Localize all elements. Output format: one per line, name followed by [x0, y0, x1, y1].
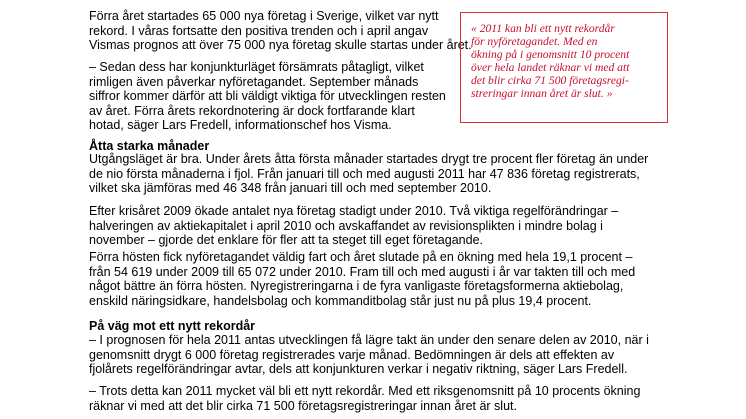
intro-paragraph-1 — [89, 9, 472, 53]
section1-paragraph-2 — [89, 204, 618, 248]
text-line: enskild näringsidkare, handelsbolag och kommanditbolag står just nu på plus 19,4 procent. — [89, 293, 592, 308]
text-line: – Sedan dess har konjunkturläget försämrats påtagligt, vilket — [89, 60, 424, 74]
text-line: rimligen även påverkar nyföretagandet. September månads — [89, 74, 419, 89]
quote-line: det blir cirka 71 500 företagsregi- — [471, 73, 629, 87]
text-line: november – gjorde det enklare för fler att ta steget till eget företagande. — [89, 233, 483, 248]
text-line: halveringen av aktiekapitalet i april 2010 och avskaffandet av revisionsplikten i mindre bolag i — [89, 218, 603, 233]
text-line: rekord. I våras fortsatte den positiva trenden och i april angav — [89, 23, 429, 38]
section2-paragraph-2 — [89, 384, 640, 413]
text-line: – Trots detta kan 2011 mycket väl bli ett nytt rekordår. Med ett riksgenomsnitt på 10 procents ökning — [89, 384, 641, 398]
section1-paragraph-1 — [89, 152, 648, 196]
text-line: Förra hösten fick nyföretagandet väldig fart och året slutade på en ökning med hela 19,1 procent – — [89, 250, 633, 264]
section-heading-atta-starka-manader: Åtta starka månader — [89, 139, 210, 153]
text-line: av året. Förra årets rekordnotering är dock fortfarande klart — [89, 103, 415, 118]
quote-line: över hela landet räknar vi med att — [471, 60, 630, 74]
text-line: Förra året startades 65 000 nya företag i Sverige, vilket var nytt — [89, 9, 439, 23]
text-line: de nio första månaderna i fjol. Från januari till och med augusti 2011 har 47 836 företag registrerats, — [89, 166, 640, 181]
text-line: Efter krisåret 2009 ökade antalet nya företag stadigt under 2010. Två viktiga regelförändringar – — [89, 204, 619, 218]
section2-paragraph-1 — [89, 333, 649, 377]
text-line: fjolårets regelförändringar avtar, dels att konjunkturen verkar i negativ riktning, säger Lars Fredell. — [89, 362, 628, 377]
text-line: hotad, säger Lars Fredell, informationschef hos Visma. — [89, 118, 392, 133]
text-line: – I prognosen för hela 2011 antas utvecklingen få lägre takt än under den senare delen av 2010, när i — [89, 333, 649, 347]
text-line: något bättre än förra hösten. Nyregistreringarna i de fyra vanligaste företagsformerna aktiebolag, — [89, 279, 624, 294]
section-heading-pa-vag-mot-ett-nytt-rekordar: På väg mot ett nytt rekordår — [89, 319, 256, 333]
quote-line: för nyföretagandet. Med en — [471, 34, 598, 48]
text-line: Utgångsläget är bra. Under årets åtta första månader startades drygt tre procent fler företag än under — [89, 152, 649, 166]
quote-line: ökning på i genomsnitt 10 procent — [471, 47, 630, 61]
text-line: siffror kommer därför att bli väldigt viktiga för utvecklingen resten — [89, 89, 446, 104]
section1-paragraph-3 — [89, 250, 635, 308]
text-line: vilket ska jämföras med 46 348 från januari till och med september 2010. — [89, 181, 492, 196]
text-line: genomsnitt drygt 6 000 företag registrerades varje månad. Bedömningen är dels att effekten av — [89, 347, 615, 362]
quote-line: streringar innan året är slut. » — [471, 86, 613, 100]
intro-paragraph-2 — [89, 60, 446, 133]
text-line: räknar vi med att det blir cirka 71 500 företagsregistreringar innan året är slut. — [89, 398, 517, 413]
pull-quote-box — [460, 12, 668, 123]
text-line: Vismas prognos att över 75 000 nya företag skulle startas under året. — [89, 38, 472, 53]
text-line: från 54 619 under 2009 till 65 072 under 2010. Fram till och med augusti i år var takten till och med — [89, 264, 636, 279]
quote-line: « 2011 kan bli ett nytt rekordår — [471, 22, 615, 35]
